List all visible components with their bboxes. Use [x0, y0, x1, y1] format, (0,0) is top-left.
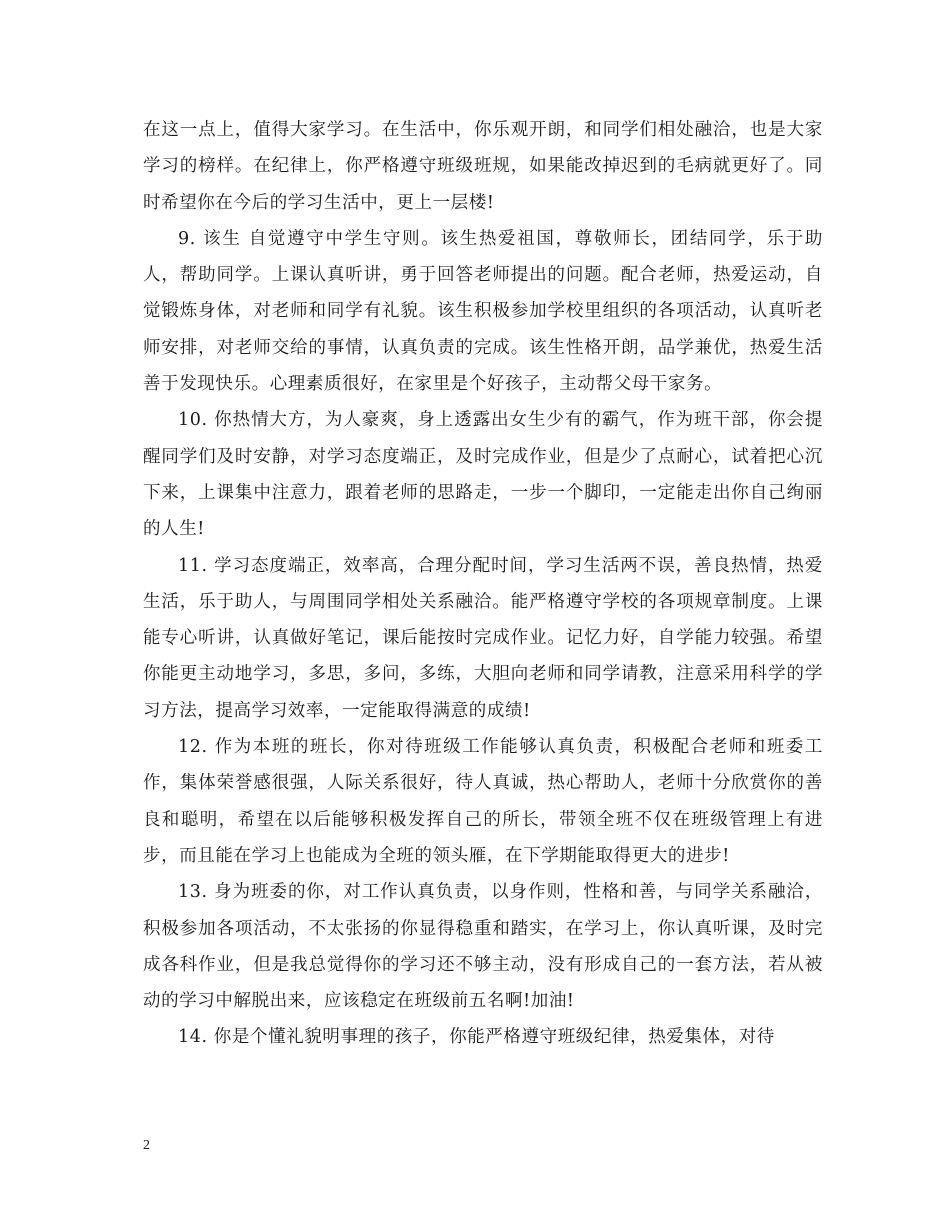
- paragraph-continuation: 在这一点上，值得大家学习。在生活中，你乐观开朗，和同学们相处融洽，也是大家学习的榜样。在纪律上，你严格遵守班级班规，如果能改掉迟到的毛病就更好了。同时希望你在今后的学习生活中，更上一层楼!: [143, 120, 823, 213]
- document-body: [143, 112, 823, 1056]
- paragraph-item-10: 10. 你热情大方，为人豪爽，身上透露出女生少有的霸气，作为班干部，你会提醒同学们及时安静，对学习态度端正，及时完成作业，但是少了点耐心，试着把心沉下来，上课集中注意力，跟着老师的思路走，一步一个脚印，一定能走出你自己绚丽的人生!: [143, 410, 823, 540]
- paragraph-item-12: 12. 作为本班的班长，你对待班级工作能够认真负责，积极配合老师和班委工作，集体荣誉感很强，人际关系很好，待人真诚，热心帮助人，老师十分欣赏你的善良和聪明，希望在以后能够积极发挥自己的所长，带领全班不仅在班级管理上有进步，而且能在学习上也能成为全班的领头雁，在下学期能取得更大的进步!: [143, 737, 823, 866]
- paragraph-item-14: 14. 你是个懂礼貌明事理的孩子，你能严格遵守班级纪律，热爱集体，对待: [178, 1027, 775, 1048]
- paragraph-item-13: 13. 身为班委的你，对工作认真负责，以身作则，性格和善，与同学关系融洽，积极参加各项活动，不太张扬的你显得稳重和踏实，在学习上，你认真听课，及时完成各科作业，但是我总觉得你的学习还不够主动，没有形成自己的一套方法，若从被动的学习中解脱出来，应该稳定在班级前五名啊!加油!: [143, 882, 823, 1012]
- page-number: 2: [143, 1138, 150, 1153]
- paragraph-item-11: 11. 学习态度端正，效率高，合理分配时间，学习生活两不误，善良热情，热爱生活，乐于助人，与周围同学相处关系融洽。能严格遵守学校的各项规章制度。上课能专心听讲，认真做好笔记，课后能按时完成作业。记忆力好，自学能力较强。希望你能更主动地学习，多思，多问，多练，大胆向老师和同学请教，注意采用科学的学习方法，提高学习效率，一定能取得满意的成绩!: [143, 555, 823, 721]
- paragraph-item-9: 9. 该生 自觉遵守中学生守则。该生热爱祖国，尊敬师长，团结同学，乐于助人，帮助同学。上课认真听讲，勇于回答老师提出的问题。配合老师，热爱运动，自觉锻炼身体，对老师和同学有礼貌。该生积极参加学校里组织的各项活动，认真听老师安排，对老师交给的事情，认真负责的完成。该生性格开朗，品学兼优，热爱生活善于发现快乐。心理素质很好，在家里是个好孩子，主动帮父母干家务。: [143, 228, 823, 395]
